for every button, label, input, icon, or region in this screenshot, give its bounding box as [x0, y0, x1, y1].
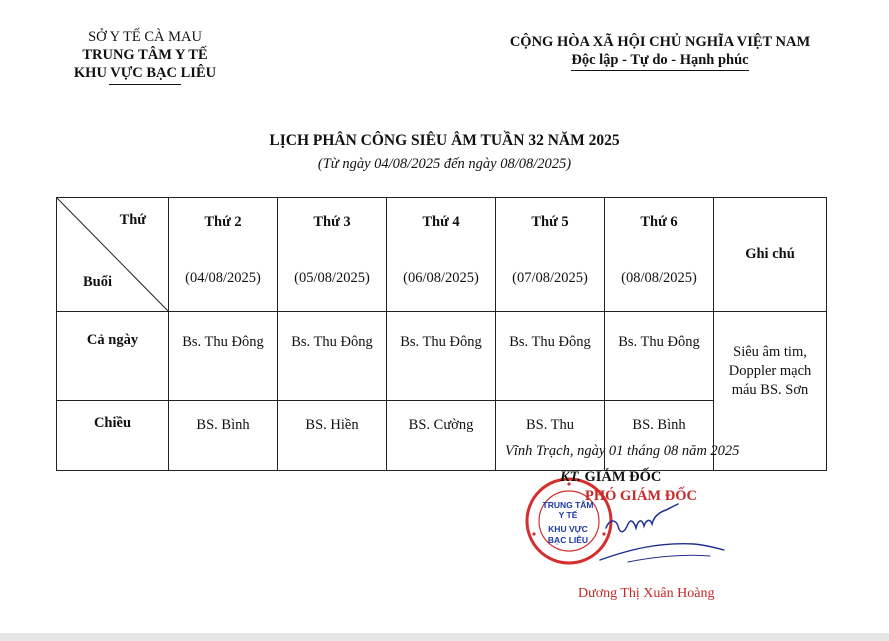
page-bottom-band: [0, 633, 889, 641]
day-date: (05/08/2025): [294, 270, 370, 286]
day-name: Thứ 5: [531, 214, 569, 230]
day-header-4: [496, 198, 605, 312]
assignment-cell: BS. Bình: [605, 401, 714, 471]
assignment-cell: BS. Cường: [387, 401, 496, 471]
document-title: LỊCH PHÂN CÔNG SIÊU ÂM TUẦN 32 NĂM 2025: [269, 132, 620, 149]
assignment-cell: Bs. Thu Đông: [278, 312, 387, 401]
agency-area: KHU VỰC BẠC LIÊU: [73, 65, 217, 81]
note-line: máu BS. Sơn: [731, 381, 809, 398]
stamp-line: KHU VỰC: [548, 524, 588, 534]
place-date: Vĩnh Trạch, ngày 01 tháng 08 năm 2025: [505, 443, 740, 459]
day-name: Thứ 6: [640, 214, 678, 230]
day-name: Thứ 3: [313, 214, 351, 230]
agency-underline: [109, 84, 181, 85]
assignment-cell: BS. Thu: [496, 401, 605, 471]
day-date: (06/08/2025): [403, 270, 479, 286]
note-line: Siêu âm tim,: [733, 343, 807, 360]
signer-name: Dương Thị Xuân Hoàng: [578, 586, 715, 601]
assignment-cell: Bs. Thu Đông: [387, 312, 496, 401]
day-name: Thứ 2: [204, 214, 242, 230]
corner-session-label: Buổi: [83, 274, 113, 290]
day-date: (07/08/2025): [512, 270, 588, 286]
day-date: (08/08/2025): [621, 270, 697, 286]
deputy-title: PHÓ GIÁM ĐỐC: [585, 488, 697, 504]
day-name: Thứ 4: [422, 214, 460, 230]
stamp-line: Y TẾ: [558, 510, 578, 520]
assignment-cell: Bs. Thu Đông: [169, 312, 278, 401]
signature-position: GIÁM ĐỐC: [584, 469, 662, 485]
assignment-cell: BS. Hiền: [278, 401, 387, 471]
assignment-cell: Bs. Thu Đông: [605, 312, 714, 401]
assignment-cell: BS. Bình: [169, 401, 278, 471]
diagonal-line: [57, 198, 168, 311]
table-row: [57, 401, 827, 471]
document-subtitle: (Từ ngày 04/08/2025 đến ngày 08/08/2025): [317, 156, 572, 172]
handwritten-signature: [598, 490, 728, 570]
notes-header: Ghi chú: [714, 198, 827, 312]
schedule-table: [56, 197, 827, 471]
national-header: [480, 33, 840, 71]
day-header-5: [605, 198, 714, 312]
day-header-2: [278, 198, 387, 312]
note-line: Doppler mạch: [728, 362, 812, 379]
assignment-cell: Bs. Thu Đông: [496, 312, 605, 401]
day-header-3: [387, 198, 496, 312]
national-motto: Độc lập - Tự do - Hạnh phúc: [571, 51, 748, 71]
issuing-agency: [40, 28, 250, 85]
day-header-1: [169, 198, 278, 312]
table-header-row: [57, 198, 827, 312]
kt-mark: KT.: [560, 469, 581, 485]
table-row: [57, 312, 827, 401]
corner-cell: [57, 198, 169, 312]
session-label: Chiều: [57, 401, 169, 471]
signature-title: [560, 469, 661, 486]
agency-department: SỞ Y TẾ CÀ MAU: [88, 29, 202, 45]
agency-center: TRUNG TÂM Y TẾ: [82, 47, 208, 63]
corner-day-label: Thứ: [119, 212, 146, 228]
country-name: CỘNG HÒA XÃ HỘI CHỦ NGHĨA VIỆT NAM: [509, 34, 811, 50]
day-date: (04/08/2025): [185, 270, 261, 286]
session-label: Cả ngày: [57, 312, 169, 401]
stamp-line: BẠC LIÊU: [547, 535, 589, 545]
stamp-line: TRUNG TÂM: [542, 500, 594, 510]
